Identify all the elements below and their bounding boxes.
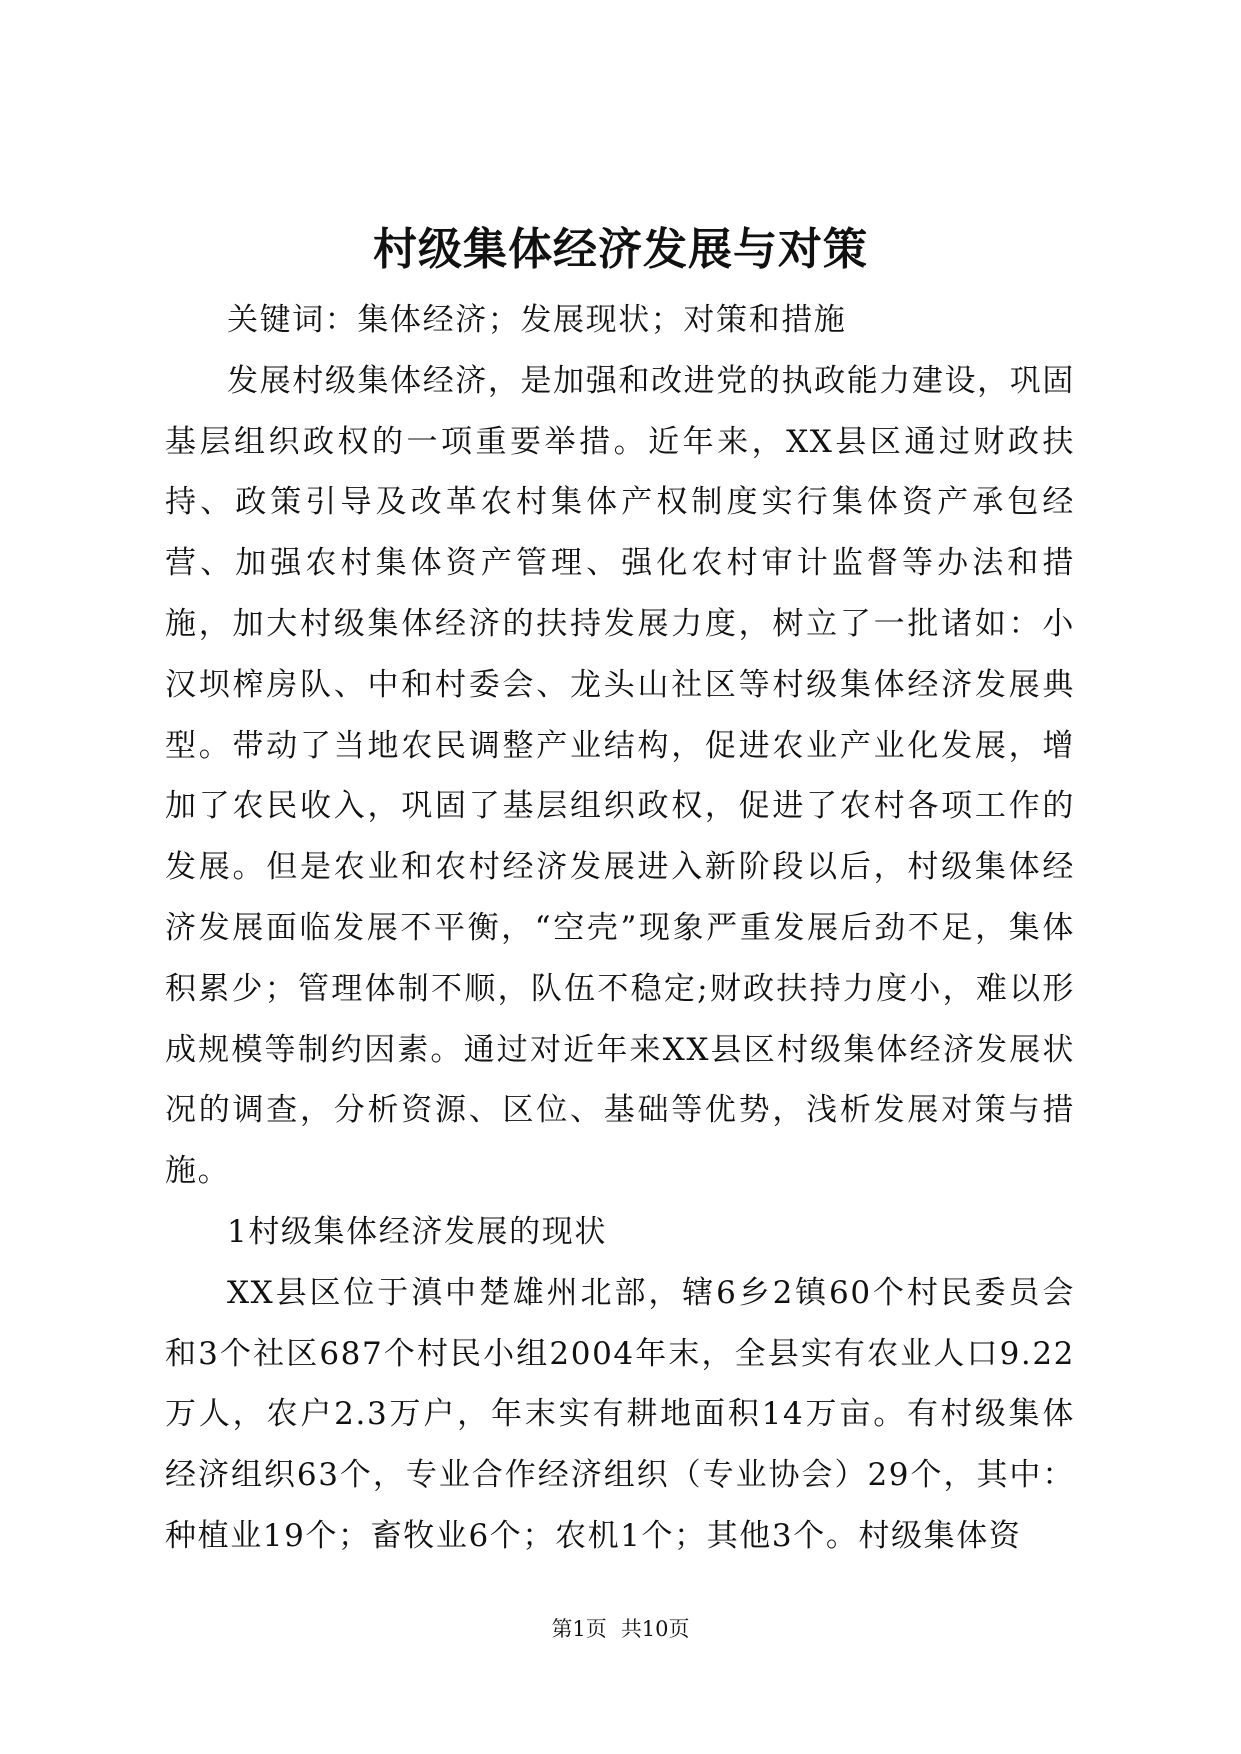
document-body bbox=[165, 290, 1075, 1567]
page-footer bbox=[0, 1615, 1241, 1643]
document-title: 村级集体经济发展与对策 bbox=[373, 224, 868, 275]
body-paragraph: XX县区位于滇中楚雄州北部，辖6乡2镇60个村民委员会和3个社区687个村民小组2004年末，全县实有农业人口9.22万人，农户2.3万户，年末实有耕地面积14万亩。有村级集体经济组织63个，专业合作经济组织（专业协会）29个，其中：种植业19个；畜牧业6个；农机1个；其他3个。村级集体资 bbox=[165, 1274, 1075, 1554]
section-heading: 1村级集体经济发展的现状 bbox=[227, 1213, 607, 1250]
page-total: 共10页 bbox=[620, 1617, 690, 1641]
body-paragraph: 发展村级集体经济，是加强和改进党的执政能力建设，巩固基层组织政权的一项重要举措。近年来，XX县区通过财政扶持、政策引导及改革农村集体产权制度实行集体资产承包经营、加强农村集体资产管理、强化农村审计监督等办法和措施，加大村级集体经济的扶持发展力度，树立了一批诸如：小汉坝榨房队、中和村委会、龙头山社区等村级集体经济发展典型。带动了当地农民调整产业结构，促进农业产业化发展，增加了农民收入，巩固了基层组织政权，促进了农村各项工作的发展。但是农业和农村经济发展进入新阶段以后，村级集体经济发展面临发展不平衡，“空壳”现象严重发展后劲不足，集体积累少；管理体制不顺，队伍不稳定;财政扶持力度小，难以形成规模等制约因素。通过对近年来XX县区村级集体经济发展状况的调查，分析资源、区位、基础等优势，浅析发展对策与措施。 bbox=[165, 362, 1075, 1190]
keywords-paragraph: 关键词：集体经济；发展现状；对策和措施 bbox=[227, 302, 847, 338]
page-number: 第1页 bbox=[551, 1617, 607, 1641]
